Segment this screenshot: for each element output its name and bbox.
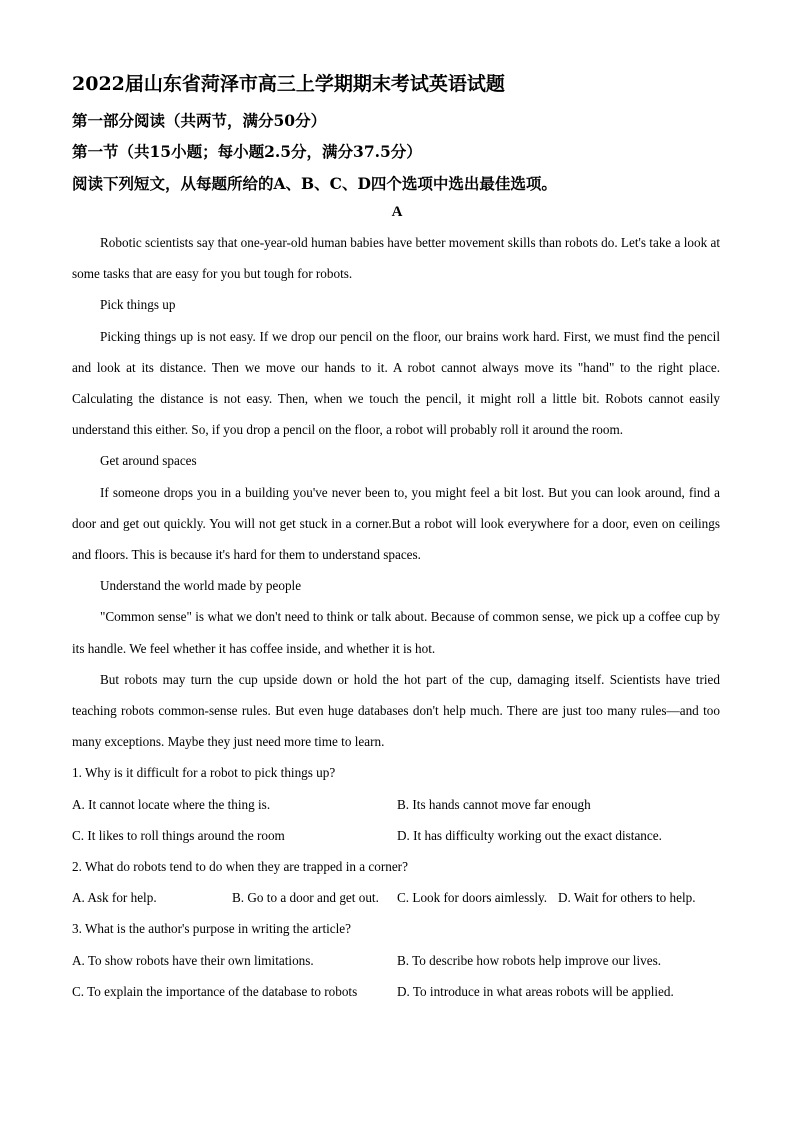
exam-title: 2022届山东省菏泽市高三上学期期末考试英语试题 [72, 73, 505, 95]
question-3-options-cd [72, 976, 720, 1007]
instruction-text: 阅读下列短文，从每题所给的A、B、C、D四个选项中选出最佳选项。 [72, 174, 557, 193]
subheading-get-around-spaces: Get around spaces [100, 453, 197, 469]
subheading-pick-things-up: Pick things up [100, 297, 176, 313]
paragraph-common-sense: "Common sense" is what we don't need to think or talk about. Because of common sense, we pick up a coffee cup by its handle. We feel whether it has coffee inside, and whether it is hot. [72, 609, 720, 656]
question-3 [72, 913, 720, 1007]
question-2-option-d: D. Wait for others to help. [558, 890, 696, 906]
question-2-option-c: C. Look for doors aimlessly. [397, 890, 548, 906]
passage-body [72, 227, 720, 1007]
part-heading: 第一部分阅读（共两节，满分50分） [72, 111, 327, 130]
question-2-options [72, 882, 720, 913]
question-2 [72, 851, 720, 913]
question-1-option-a: A. It cannot locate where the thing is. [72, 796, 271, 812]
question-3-options-ab [72, 945, 720, 976]
passage-label: A [391, 204, 403, 220]
question-3-option-a: A. To show robots have their own limitations. [72, 952, 314, 968]
question-1-option-b: B. Its hands cannot move far enough [397, 796, 591, 812]
question-1-option-c: C. It likes to roll things around the room [72, 827, 285, 843]
question-1 [72, 757, 720, 851]
question-3-stem: 3. What is the author's purpose in writing the article? [72, 921, 351, 937]
question-1-options-cd [72, 820, 720, 851]
section-heading: 第一节（共15小题；每小题2.5分，满分37.5分） [72, 142, 422, 161]
question-3-option-d: D. To introduce in what areas robots will be applied. [397, 983, 674, 999]
question-1-stem: 1. Why is it difficult for a robot to pick things up? [72, 765, 336, 781]
question-3-option-b: B. To describe how robots help improve our lives. [397, 952, 662, 968]
paragraph-robots-cup: But robots may turn the cup upside down or hold the hot part of the cup, damaging itself. Scientists have tried teaching robots common-sense rules. But even huge databases don't help much. There are just too many rules—and too many exceptions. Maybe they just need more time to learn. [72, 671, 720, 750]
question-2-option-a: A. Ask for help. [72, 890, 157, 906]
paragraph-get-around-spaces: If someone drops you in a building you've never been to, you might feel a bit lost. But you can look around, find a door and get out quickly. You will not get stuck in a corner.But a robot will look everywhere for a door, even on ceilings and floors. This is because it's hard for them to understand spaces. [72, 484, 720, 563]
subheading-understand-world: Understand the world made by people [100, 578, 302, 594]
question-2-option-b: B. Go to a door and get out. [232, 890, 379, 906]
paragraph-pick-things-up: Picking things up is not easy. If we drop our pencil on the floor, our brains work hard. First, we must find the pencil and look at its distance. Then we move our hands to it. A robot cannot always move its "hand" to the right place. Calculating the distance is not easy. Then, when we touch the pencil, it might roll a little bit. Robots cannot easily understand this either. So, if you drop a pencil on the floor, a robot will probably roll it around the room. [72, 328, 720, 438]
question-2-stem: 2. What do robots tend to do when they are trapped in a corner? [72, 859, 408, 875]
paragraph-intro: Robotic scientists say that one-year-old human babies have better movement skills than robots do. Let's take a look at some tasks that are easy for you but tough for robots. [72, 235, 720, 282]
question-1-option-d: D. It has difficulty working out the exact distance. [397, 827, 662, 843]
question-3-option-c: C. To explain the importance of the database to robots [72, 983, 358, 999]
question-1-options-ab [72, 789, 720, 820]
